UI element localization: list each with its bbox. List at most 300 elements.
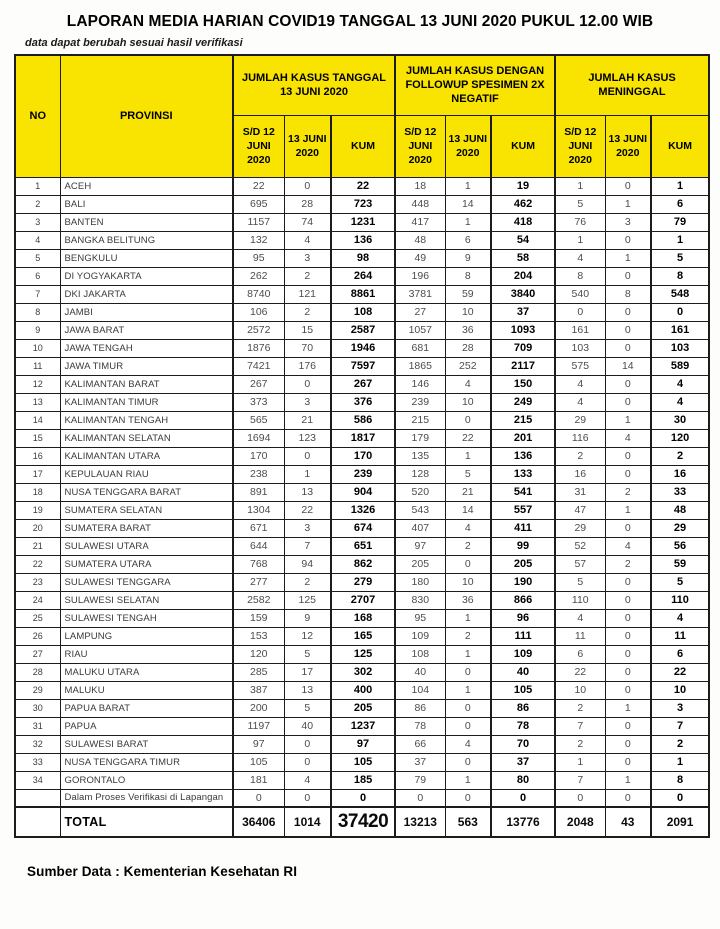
- province-row: [15, 663, 709, 681]
- value-cell: 10: [555, 681, 605, 699]
- total-value-cell: 13213: [395, 807, 445, 837]
- value-cell: 1: [605, 195, 651, 213]
- row-number: 18: [15, 483, 60, 501]
- kum-cell: 376: [331, 393, 395, 411]
- value-cell: 285: [233, 663, 284, 681]
- value-cell: 47: [555, 501, 605, 519]
- value-cell: 0: [605, 573, 651, 591]
- value-cell: 5: [284, 699, 331, 717]
- subcol-sd-12-juni: S/D 12 JUNI 2020: [233, 115, 284, 177]
- value-cell: 1: [445, 681, 491, 699]
- total-value-cell: 1014: [284, 807, 331, 837]
- province-row: [15, 339, 709, 357]
- value-cell: 0: [284, 177, 331, 195]
- value-cell: 79: [395, 771, 445, 789]
- value-cell: 11: [555, 627, 605, 645]
- subcol-kum: KUM: [491, 115, 555, 177]
- row-number: 32: [15, 735, 60, 753]
- value-cell: 1: [555, 177, 605, 195]
- kum-cell: 5: [651, 249, 709, 267]
- row-number: 33: [15, 753, 60, 771]
- value-cell: 0: [605, 231, 651, 249]
- kum-cell: 10: [651, 681, 709, 699]
- province-row: [15, 717, 709, 735]
- value-cell: 3781: [395, 285, 445, 303]
- province-name: NUSA TENGGARA TIMUR: [60, 753, 233, 771]
- value-cell: 86: [395, 699, 445, 717]
- value-cell: 1: [605, 411, 651, 429]
- value-cell: 97: [395, 537, 445, 555]
- value-cell: 7: [555, 717, 605, 735]
- province-row: [15, 375, 709, 393]
- province-name: PAPUA BARAT: [60, 699, 233, 717]
- value-cell: 116: [555, 429, 605, 447]
- province-row: [15, 519, 709, 537]
- province-name: SULAWESI UTARA: [60, 537, 233, 555]
- kum-cell: 249: [491, 393, 555, 411]
- province-row: [15, 465, 709, 483]
- kum-cell: 8: [651, 267, 709, 285]
- value-cell: 125: [284, 591, 331, 609]
- province-row: [15, 447, 709, 465]
- column-header-no: NO: [15, 55, 60, 177]
- kum-cell: 204: [491, 267, 555, 285]
- value-cell: 0: [605, 447, 651, 465]
- row-number: 29: [15, 681, 60, 699]
- kum-cell: 418: [491, 213, 555, 231]
- kum-cell: 1: [651, 231, 709, 249]
- value-cell: 0: [555, 789, 605, 807]
- value-cell: 0: [605, 303, 651, 321]
- kum-cell: 86: [491, 699, 555, 717]
- row-number: 28: [15, 663, 60, 681]
- value-cell: 5: [555, 573, 605, 591]
- row-number: 6: [15, 267, 60, 285]
- value-cell: 8740: [233, 285, 284, 303]
- value-cell: 0: [605, 465, 651, 483]
- value-cell: 4: [284, 231, 331, 249]
- value-cell: 1: [445, 447, 491, 465]
- kum-cell: 120: [651, 429, 709, 447]
- value-cell: 132: [233, 231, 284, 249]
- province-name: BANTEN: [60, 213, 233, 231]
- value-cell: 0: [605, 789, 651, 807]
- kum-cell: 8: [651, 771, 709, 789]
- row-number: 3: [15, 213, 60, 231]
- province-row: [15, 195, 709, 213]
- kum-cell: 400: [331, 681, 395, 699]
- row-number: 15: [15, 429, 60, 447]
- value-cell: 104: [395, 681, 445, 699]
- kum-cell: 48: [651, 501, 709, 519]
- value-cell: 159: [233, 609, 284, 627]
- kum-cell: 0: [491, 789, 555, 807]
- kum-cell: 29: [651, 519, 709, 537]
- value-cell: 17: [284, 663, 331, 681]
- value-cell: 28: [284, 195, 331, 213]
- subcol-13-juni: 13 JUNI 2020: [605, 115, 651, 177]
- province-name: KEPULAUAN RIAU: [60, 465, 233, 483]
- value-cell: 2: [445, 627, 491, 645]
- value-cell: 97: [233, 735, 284, 753]
- value-cell: 76: [555, 213, 605, 231]
- row-number: 9: [15, 321, 60, 339]
- province-row: [15, 591, 709, 609]
- row-number: 17: [15, 465, 60, 483]
- value-cell: 121: [284, 285, 331, 303]
- kum-cell: 1326: [331, 501, 395, 519]
- value-cell: 373: [233, 393, 284, 411]
- value-cell: 29: [555, 411, 605, 429]
- value-cell: 2: [605, 555, 651, 573]
- value-cell: 0: [605, 375, 651, 393]
- province-name: JAWA BARAT: [60, 321, 233, 339]
- value-cell: 2: [445, 537, 491, 555]
- row-number: [15, 789, 60, 807]
- value-cell: 4: [605, 429, 651, 447]
- province-name: SULAWESI SELATAN: [60, 591, 233, 609]
- value-cell: 1694: [233, 429, 284, 447]
- kum-cell: 548: [651, 285, 709, 303]
- row-number: 11: [15, 357, 60, 375]
- value-cell: 153: [233, 627, 284, 645]
- value-cell: 5: [555, 195, 605, 213]
- kum-cell: 6: [651, 645, 709, 663]
- value-cell: 5: [284, 645, 331, 663]
- province-row: [15, 429, 709, 447]
- province-name: BANGKA BELITUNG: [60, 231, 233, 249]
- value-cell: 681: [395, 339, 445, 357]
- row-number: 30: [15, 699, 60, 717]
- value-cell: 0: [284, 447, 331, 465]
- province-row: [15, 267, 709, 285]
- value-cell: 10: [445, 393, 491, 411]
- value-cell: 109: [395, 627, 445, 645]
- kum-cell: 2707: [331, 591, 395, 609]
- row-number: 34: [15, 771, 60, 789]
- kum-cell: 111: [491, 627, 555, 645]
- value-cell: 3: [284, 249, 331, 267]
- value-cell: 1: [605, 771, 651, 789]
- value-cell: 176: [284, 357, 331, 375]
- value-cell: 0: [445, 717, 491, 735]
- value-cell: 0: [605, 393, 651, 411]
- value-cell: 180: [395, 573, 445, 591]
- value-cell: 695: [233, 195, 284, 213]
- value-cell: 0: [605, 681, 651, 699]
- value-cell: 575: [555, 357, 605, 375]
- value-cell: 0: [605, 339, 651, 357]
- value-cell: 7: [555, 771, 605, 789]
- value-cell: 0: [284, 375, 331, 393]
- value-cell: 6: [555, 645, 605, 663]
- value-cell: 3: [605, 213, 651, 231]
- value-cell: 13: [284, 681, 331, 699]
- value-cell: 0: [605, 753, 651, 771]
- value-cell: 14: [605, 357, 651, 375]
- kum-cell: 54: [491, 231, 555, 249]
- value-cell: 0: [284, 789, 331, 807]
- province-name: JAWA TIMUR: [60, 357, 233, 375]
- province-name: GORONTALO: [60, 771, 233, 789]
- value-cell: 0: [605, 177, 651, 195]
- row-number: 27: [15, 645, 60, 663]
- kum-cell: 411: [491, 519, 555, 537]
- kum-cell: 30: [651, 411, 709, 429]
- value-cell: 181: [233, 771, 284, 789]
- value-cell: 3: [284, 519, 331, 537]
- value-cell: 74: [284, 213, 331, 231]
- kum-cell: 168: [331, 609, 395, 627]
- kum-cell: 264: [331, 267, 395, 285]
- province-row: [15, 609, 709, 627]
- value-cell: 7: [284, 537, 331, 555]
- kum-cell: 97: [331, 735, 395, 753]
- kum-cell: 56: [651, 537, 709, 555]
- value-cell: 8: [445, 267, 491, 285]
- province-name: SULAWESI TENGGARA: [60, 573, 233, 591]
- province-name: SUMATERA BARAT: [60, 519, 233, 537]
- province-name: ACEH: [60, 177, 233, 195]
- value-cell: 22: [445, 429, 491, 447]
- kum-cell: 105: [331, 753, 395, 771]
- province-name: KALIMANTAN BARAT: [60, 375, 233, 393]
- province-row: [15, 393, 709, 411]
- value-cell: 120: [233, 645, 284, 663]
- value-cell: 2: [555, 735, 605, 753]
- value-cell: 2582: [233, 591, 284, 609]
- kum-cell: 136: [491, 447, 555, 465]
- kum-cell: 201: [491, 429, 555, 447]
- kum-cell: 161: [651, 321, 709, 339]
- total-kum-cell: 2091: [651, 807, 709, 837]
- value-cell: 95: [233, 249, 284, 267]
- kum-cell: 150: [491, 375, 555, 393]
- kum-cell: 1237: [331, 717, 395, 735]
- value-cell: 1: [445, 213, 491, 231]
- total-row: [15, 807, 709, 837]
- row-number: 19: [15, 501, 60, 519]
- value-cell: 277: [233, 573, 284, 591]
- total-kum-cell: 13776: [491, 807, 555, 837]
- value-cell: 0: [445, 753, 491, 771]
- value-cell: 14: [445, 195, 491, 213]
- value-cell: 1: [445, 177, 491, 195]
- row-number: 31: [15, 717, 60, 735]
- value-cell: 1: [605, 249, 651, 267]
- province-row: [15, 213, 709, 231]
- value-cell: 1: [445, 645, 491, 663]
- value-cell: 9: [284, 609, 331, 627]
- value-cell: 18: [395, 177, 445, 195]
- value-cell: 16: [555, 465, 605, 483]
- value-cell: 179: [395, 429, 445, 447]
- kum-cell: 105: [491, 681, 555, 699]
- kum-cell: 0: [651, 303, 709, 321]
- value-cell: 22: [233, 177, 284, 195]
- value-cell: 644: [233, 537, 284, 555]
- province-row: [15, 735, 709, 753]
- value-cell: 146: [395, 375, 445, 393]
- value-cell: 1057: [395, 321, 445, 339]
- value-cell: 0: [284, 735, 331, 753]
- kum-cell: 78: [491, 717, 555, 735]
- value-cell: 0: [445, 555, 491, 573]
- kum-cell: 22: [651, 663, 709, 681]
- kum-cell: 16: [651, 465, 709, 483]
- kum-cell: 1: [651, 177, 709, 195]
- row-number: 22: [15, 555, 60, 573]
- kum-cell: 239: [331, 465, 395, 483]
- kum-cell: 40: [491, 663, 555, 681]
- subcol-13-juni: 13 JUNI 2020: [445, 115, 491, 177]
- value-cell: 110: [555, 591, 605, 609]
- value-cell: 2: [284, 573, 331, 591]
- subcol-sd-12-juni: S/D 12 JUNI 2020: [555, 115, 605, 177]
- verification-label: Dalam Proses Verifikasi di Lapangan: [60, 789, 233, 807]
- province-name: BENGKULU: [60, 249, 233, 267]
- value-cell: 830: [395, 591, 445, 609]
- kum-cell: 3840: [491, 285, 555, 303]
- kum-cell: 133: [491, 465, 555, 483]
- row-number: 8: [15, 303, 60, 321]
- province-row: [15, 285, 709, 303]
- value-cell: 29: [555, 519, 605, 537]
- row-number: 23: [15, 573, 60, 591]
- value-cell: 1: [555, 753, 605, 771]
- value-cell: 565: [233, 411, 284, 429]
- province-row: [15, 771, 709, 789]
- kum-cell: 22: [331, 177, 395, 195]
- row-number: 24: [15, 591, 60, 609]
- value-cell: 37: [395, 753, 445, 771]
- row-number: 14: [15, 411, 60, 429]
- row-number: 21: [15, 537, 60, 555]
- province-row: [15, 627, 709, 645]
- kum-cell: 103: [651, 339, 709, 357]
- kum-cell: 5: [651, 573, 709, 591]
- row-number: 13: [15, 393, 60, 411]
- row-number: 5: [15, 249, 60, 267]
- group-header-row: [15, 55, 709, 115]
- province-name: MALUKU: [60, 681, 233, 699]
- province-row: [15, 177, 709, 195]
- value-cell: 262: [233, 267, 284, 285]
- value-cell: 21: [284, 411, 331, 429]
- value-cell: 14: [445, 501, 491, 519]
- kum-cell: 96: [491, 609, 555, 627]
- value-cell: 36: [445, 321, 491, 339]
- province-row: [15, 753, 709, 771]
- province-name: KALIMANTAN TIMUR: [60, 393, 233, 411]
- province-row: [15, 501, 709, 519]
- kum-cell: 98: [331, 249, 395, 267]
- value-cell: 31: [555, 483, 605, 501]
- value-cell: 239: [395, 393, 445, 411]
- kum-cell: 1946: [331, 339, 395, 357]
- value-cell: 196: [395, 267, 445, 285]
- value-cell: 2: [555, 699, 605, 717]
- value-cell: 4: [555, 375, 605, 393]
- source-note: Sumber Data : Kementerian Kesehatan RI: [27, 864, 298, 879]
- value-cell: 10: [445, 303, 491, 321]
- kum-cell: 7597: [331, 357, 395, 375]
- value-cell: 1876: [233, 339, 284, 357]
- value-cell: 0: [445, 789, 491, 807]
- value-cell: 21: [445, 483, 491, 501]
- value-cell: 78: [395, 717, 445, 735]
- kum-cell: 37: [491, 303, 555, 321]
- province-name: SULAWESI BARAT: [60, 735, 233, 753]
- value-cell: 52: [555, 537, 605, 555]
- row-number: 12: [15, 375, 60, 393]
- verification-row: [15, 789, 709, 807]
- value-cell: 8: [555, 267, 605, 285]
- column-group-meninggal: JUMLAH KASUS MENINGGAL: [555, 55, 709, 115]
- column-group-followup-negatif: JUMLAH KASUS DENGAN FOLLOWUP SPESIMEN 2X NEGATIF: [395, 55, 555, 115]
- province-name: SUMATERA SELATAN: [60, 501, 233, 519]
- value-cell: 15: [284, 321, 331, 339]
- value-cell: 94: [284, 555, 331, 573]
- province-name: LAMPUNG: [60, 627, 233, 645]
- value-cell: 57: [555, 555, 605, 573]
- row-number: 20: [15, 519, 60, 537]
- kum-cell: 709: [491, 339, 555, 357]
- row-number: 25: [15, 609, 60, 627]
- kum-cell: 6: [651, 195, 709, 213]
- province-name: SULAWESI TENGAH: [60, 609, 233, 627]
- province-name: KALIMANTAN TENGAH: [60, 411, 233, 429]
- province-name: PAPUA: [60, 717, 233, 735]
- kum-cell: 99: [491, 537, 555, 555]
- value-cell: 40: [284, 717, 331, 735]
- value-cell: 205: [395, 555, 445, 573]
- kum-cell: 267: [331, 375, 395, 393]
- kum-cell: 651: [331, 537, 395, 555]
- value-cell: 59: [445, 285, 491, 303]
- kum-cell: 136: [331, 231, 395, 249]
- row-number: 2: [15, 195, 60, 213]
- province-row: [15, 321, 709, 339]
- total-kum-cell: 37420: [331, 807, 395, 837]
- value-cell: 0: [605, 321, 651, 339]
- value-cell: 0: [445, 663, 491, 681]
- province-name: MALUKU UTARA: [60, 663, 233, 681]
- row-number: [15, 807, 60, 837]
- value-cell: 170: [233, 447, 284, 465]
- value-cell: 215: [395, 411, 445, 429]
- value-cell: 4: [284, 771, 331, 789]
- kum-cell: 185: [331, 771, 395, 789]
- value-cell: 48: [395, 231, 445, 249]
- province-row: [15, 537, 709, 555]
- value-cell: 0: [605, 519, 651, 537]
- kum-cell: 170: [331, 447, 395, 465]
- value-cell: 10: [445, 573, 491, 591]
- kum-cell: 1: [651, 753, 709, 771]
- row-number: 4: [15, 231, 60, 249]
- province-name: DI YOGYAKARTA: [60, 267, 233, 285]
- value-cell: 70: [284, 339, 331, 357]
- value-cell: 9: [445, 249, 491, 267]
- value-cell: 540: [555, 285, 605, 303]
- kum-cell: 3: [651, 699, 709, 717]
- kum-cell: 1093: [491, 321, 555, 339]
- kum-cell: 862: [331, 555, 395, 573]
- table-footer-rows: [15, 789, 709, 837]
- value-cell: 671: [233, 519, 284, 537]
- value-cell: 3: [284, 393, 331, 411]
